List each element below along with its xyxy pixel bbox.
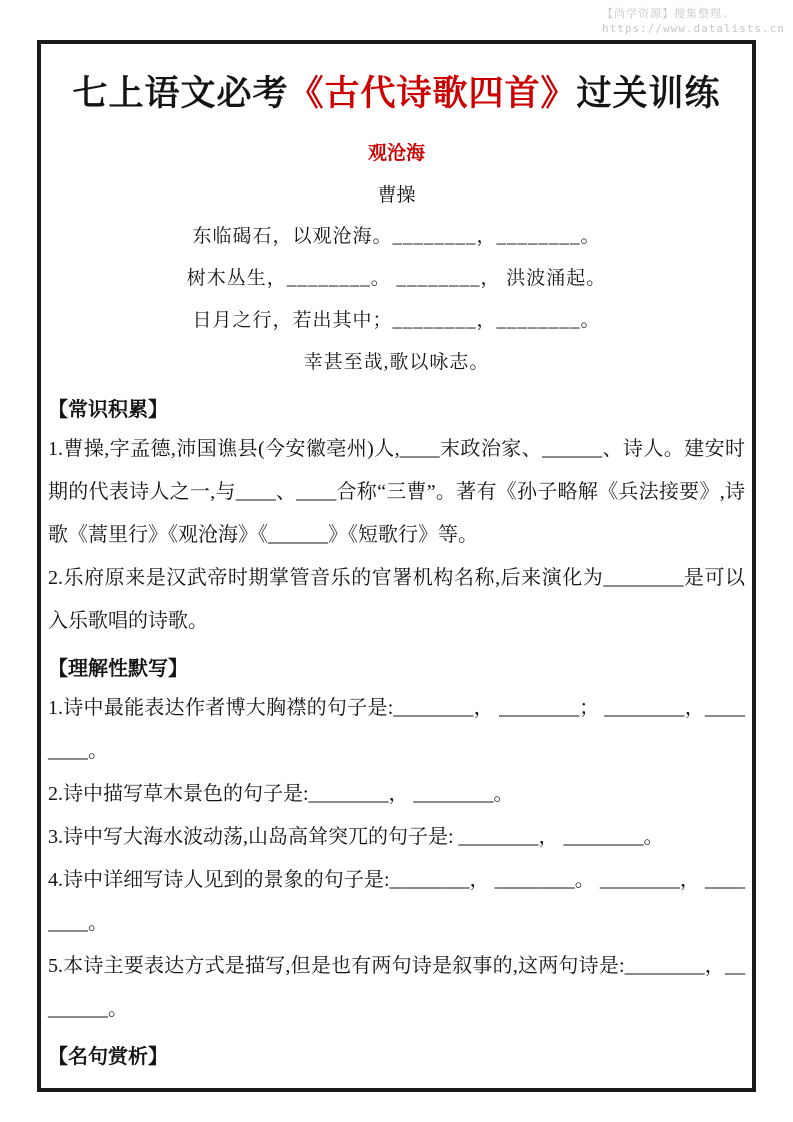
title-suffix: 过关训练 xyxy=(576,74,721,113)
dictation-item-5: 5.本诗主要表达方式是描写,但是也有两句诗是叙事的,这两句诗是:________，________。 xyxy=(48,955,745,1020)
section-heading-common-knowledge: 【常识积累】 xyxy=(48,399,168,421)
poem-body xyxy=(48,216,745,384)
poem-line-4: 幸甚至哉,歌以咏志。 xyxy=(303,352,490,373)
section-comprehension-dictation xyxy=(48,651,745,1031)
section-famous-line-appreciation xyxy=(48,1039,745,1075)
watermark-url-text: https://www.datalists.cn xyxy=(602,22,785,35)
poem-title: 观沧海 xyxy=(367,143,425,164)
content-frame xyxy=(37,40,756,1092)
title-prefix: 七上语文必考 xyxy=(72,74,289,113)
knowledge-item-1: 1.曹操,字孟德,沛国谯县(今安徽亳州)人,____末政治家、______、诗人。建安时期的代表诗人之一,与____、____合称“三曹”。著有《孙子略解《兵法接要》,诗歌《蒿里行》《观沧海》《______》《短歌行》等。 xyxy=(48,438,745,546)
dictation-item-1: 1.诗中最能表达作者博大胸襟的句子是:________， ________； ________，________。 xyxy=(48,697,745,762)
dictation-item-2: 2.诗中描写草木景色的句子是:________， ________。 xyxy=(48,783,514,805)
poem-author: 曹操 xyxy=(377,185,416,206)
section-common-knowledge xyxy=(48,392,745,643)
watermark-source-text: 【尚学资源】搜集整理. xyxy=(602,7,730,20)
poem-line-3: 日月之行，若出其中；________，________。 xyxy=(192,310,601,331)
knowledge-item-2: 2.乐府原来是汉武帝时期掌管音乐的官署机构名称,后来演化为________是可以入乐歌唱的诗歌。 xyxy=(48,567,745,632)
watermark xyxy=(602,6,785,36)
poem-line-2: 树木丛生，________。 ________， 洪波涌起。 xyxy=(186,268,607,289)
section-heading-comprehension-dictation: 【理解性默写】 xyxy=(48,658,188,680)
section-heading-famous-line-appreciation: 【名句赏析】 xyxy=(48,1046,168,1068)
poem-line-1: 东临碣石，以观沧海。________，________。 xyxy=(192,226,601,247)
title-highlight: 《古代诗歌四首》 xyxy=(288,74,577,113)
dictation-item-4: 4.诗中详细写诗人见到的景象的句子是:________， ________。 ________， ________。 xyxy=(48,869,745,934)
page-title xyxy=(48,66,745,116)
dictation-item-3: 3.诗中写大海水波动荡,山岛高耸突兀的句子是: ________， ________。 xyxy=(48,826,664,848)
